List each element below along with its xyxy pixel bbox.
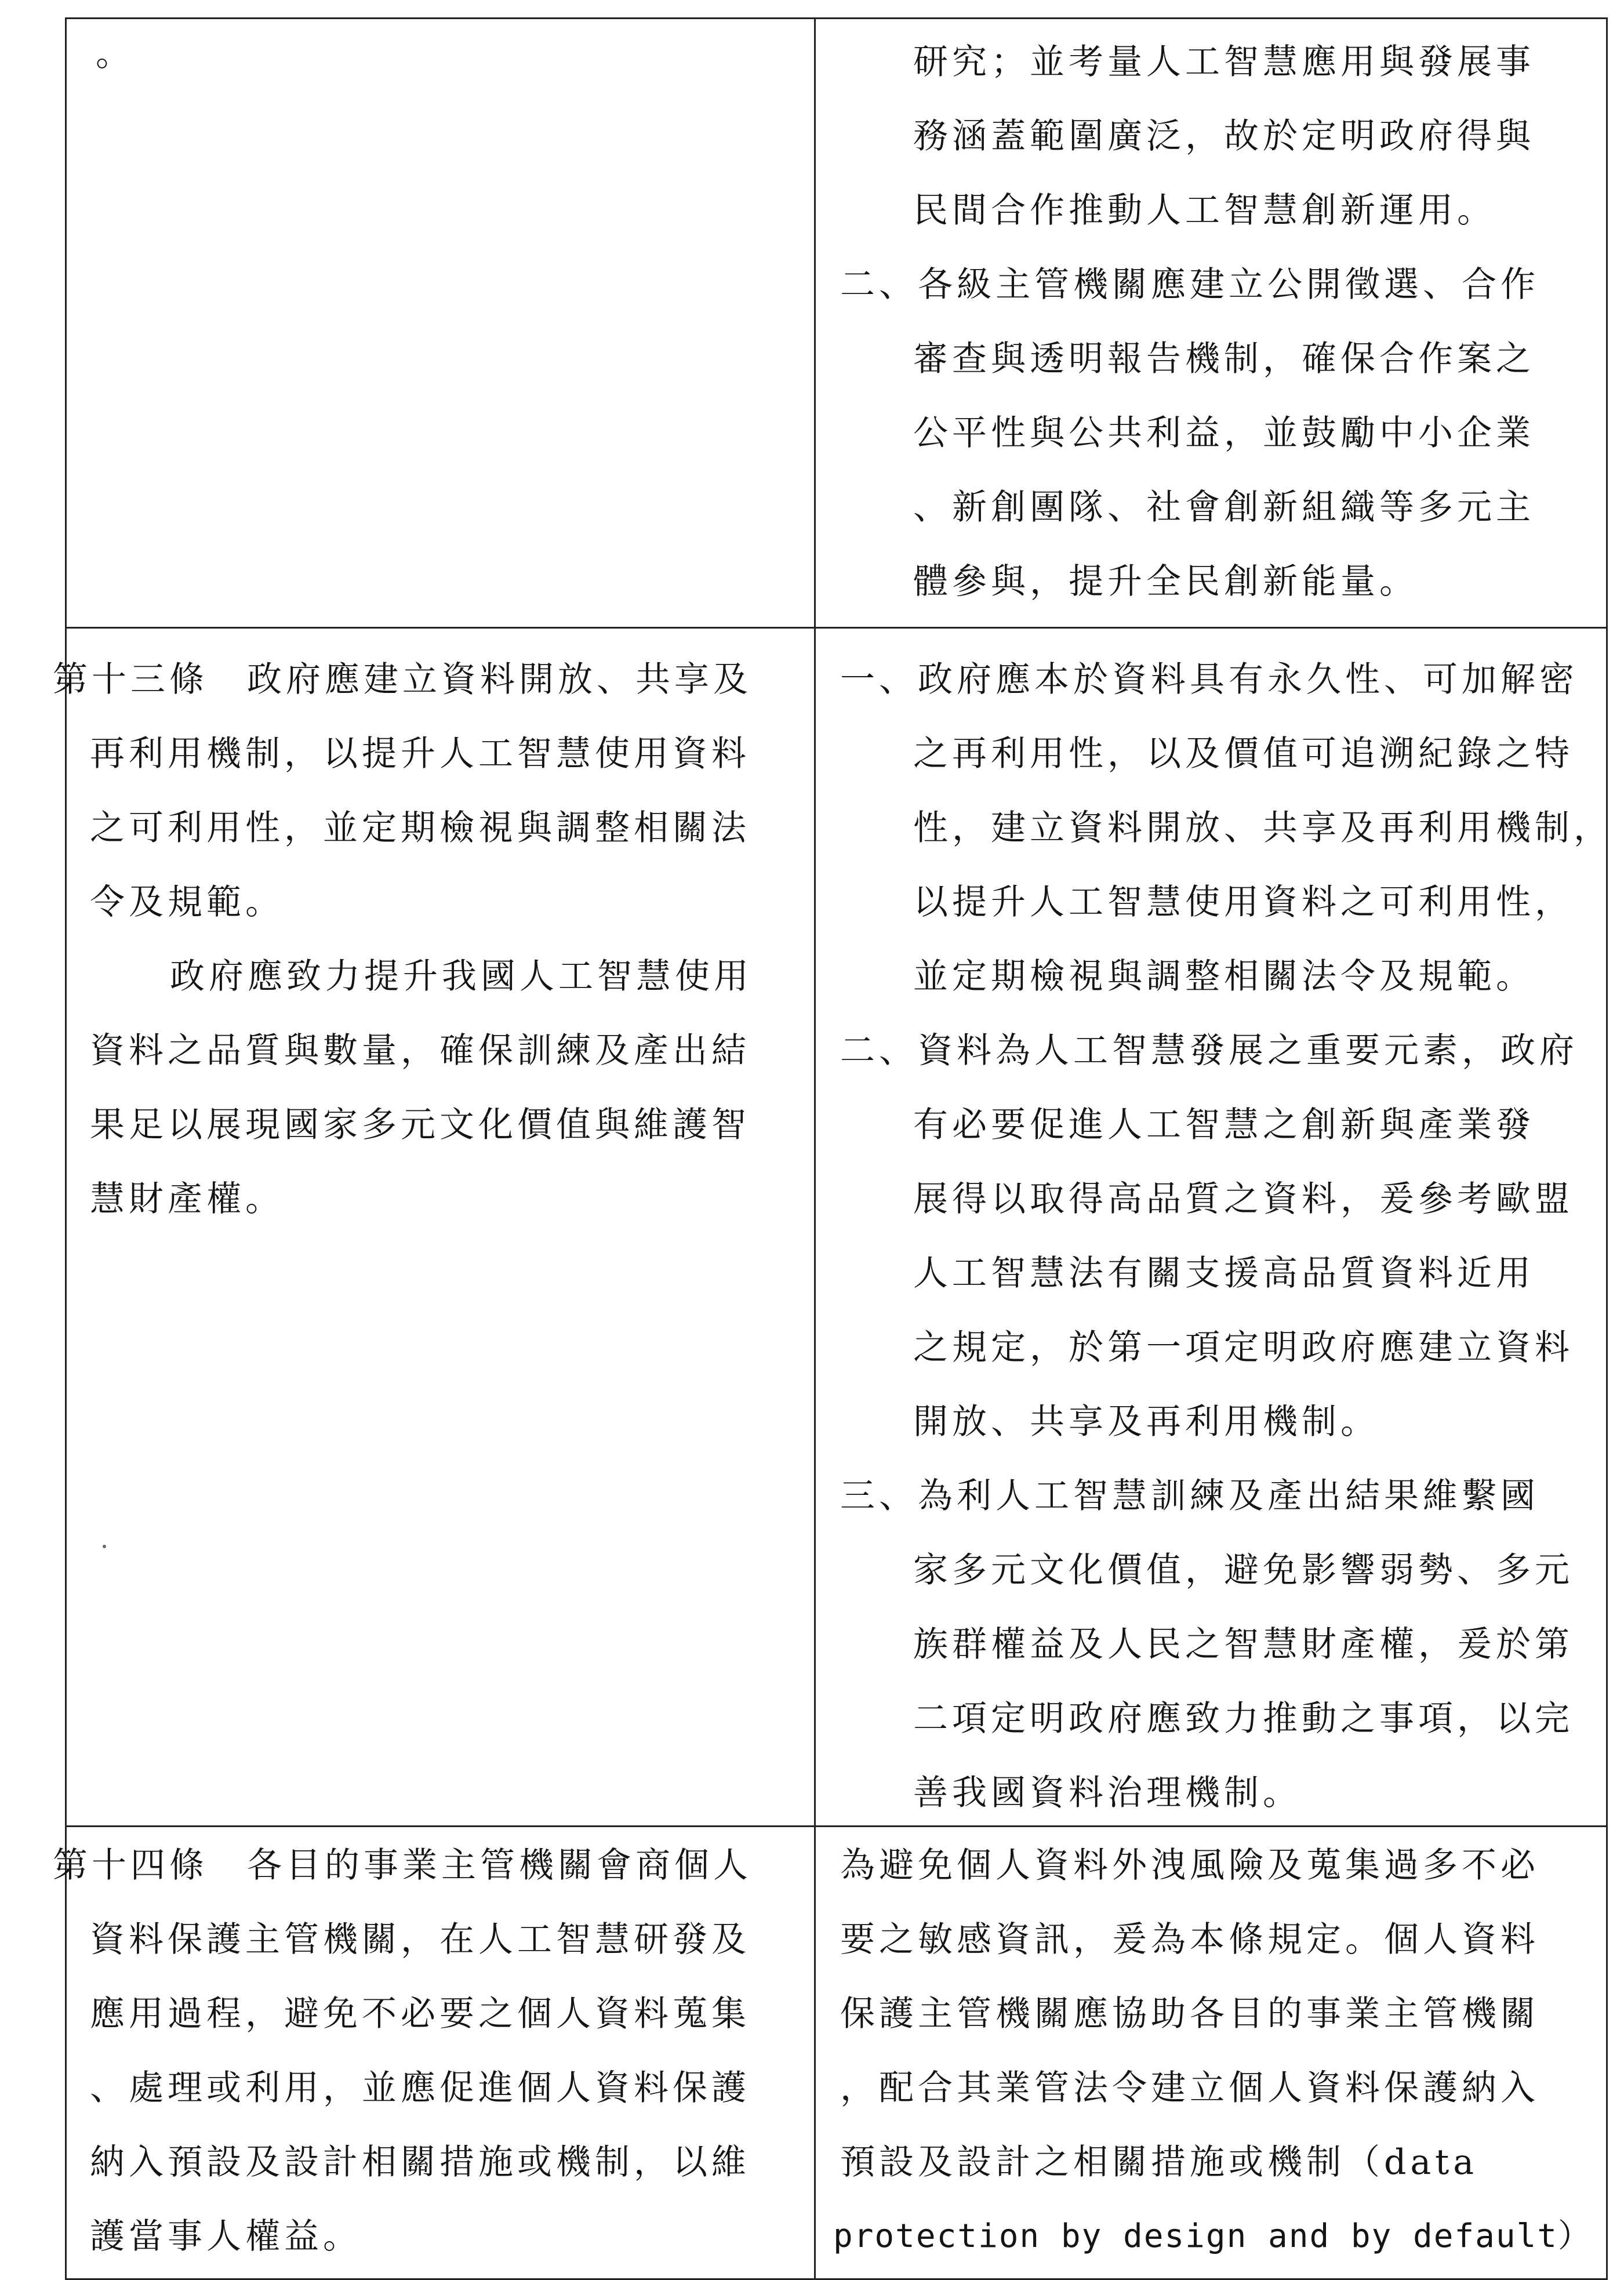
text-line: 應用過程，避免不必要之個人資料蒐集 [90, 1994, 750, 2034]
explanation-cell [815, 628, 1612, 1827]
article-text-cell [53, 628, 815, 1827]
text-line: 慧財產權。 [90, 1179, 284, 1219]
text-line: 、新創團隊、社會創新組織等多元主 [913, 487, 1535, 528]
text-line: 有必要促進人工智慧之創新與產業發 [913, 1105, 1535, 1145]
text-line: 務涵蓋範圍廣泛，故於定明政府得與 [913, 116, 1535, 157]
text-line: 之可利用性，並定期檢視與調整相關法 [90, 808, 750, 848]
text-line: 性，建立資料開放、共享及再利用機制， [913, 808, 1612, 848]
text-line: 二項定明政府應致力推動之事項，以完 [913, 1698, 1574, 1739]
article-heading-line: 第十四條 各目的事業主管機關會商個人 [53, 1845, 752, 1886]
text-line: 族群權益及人民之智慧財產權，爰於第 [913, 1624, 1574, 1665]
text-line: 三、為利人工智慧訓練及產出結果維繫國 [840, 1476, 1539, 1516]
table-row [66, 1827, 1607, 2279]
text-line: 預設及設計之相關措施或機制（data [840, 2142, 1478, 2183]
text-line: 、處理或利用，並應促進個人資料保護 [90, 2068, 750, 2108]
scan-speck [103, 1545, 106, 1548]
text-line: 。 [96, 34, 135, 74]
text-line: 並定期檢視與調整相關法令及規範。 [913, 956, 1535, 997]
text-line: 二、資料為人工智慧發展之重要元素，政府 [840, 1030, 1578, 1071]
text-line: 護當事人權益。 [90, 2216, 362, 2257]
explanation-cell [815, 1827, 1607, 2279]
table-row [66, 19, 1607, 628]
text-line: 資料之品質與數量，確保訓練及產出結 [90, 1030, 750, 1071]
text-line: 審查與透明報告機制，確保合作案之 [913, 339, 1535, 379]
text-line: 果足以展現國家多元文化價值與維護智 [90, 1105, 750, 1145]
text-line: 一、政府應本於資料具有永久性、可加解密 [840, 659, 1578, 700]
text-line: 保護主管機關應協助各目的事業主管機關 [840, 1994, 1539, 2034]
text-line: 之再利用性，以及價值可追溯紀錄之特 [913, 734, 1574, 774]
explanation-cell [815, 19, 1607, 628]
article-text-cell [53, 1827, 815, 2279]
text-line: 二、各級主管機關應建立公開徵選、合作 [840, 264, 1539, 305]
table-row [66, 628, 1607, 1827]
text-line: 民間合作推動人工智慧創新運用。 [913, 190, 1496, 231]
text-line: 再利用機制，以提升人工智慧使用資料 [90, 734, 750, 774]
text-line: 善我國資料治理機制。 [913, 1773, 1302, 1813]
text-line: 開放、共享及再利用機制。 [913, 1402, 1379, 1442]
text-line: protection by design and by default） [833, 2217, 1592, 2255]
text-line: 之規定，於第一項定明政府應建立資料 [913, 1327, 1574, 1368]
text-line: 公平性與公共利益，並鼓勵中小企業 [913, 413, 1535, 453]
text-line: 資料保護主管機關，在人工智慧研發及 [90, 1919, 750, 1960]
comparison-table [53, 17, 1612, 2280]
text-line: 家多元文化價值，避免影響弱勢、多元 [913, 1550, 1574, 1591]
text-line: 令及規範。 [90, 882, 284, 923]
text-line: 體參與，提升全民創新能量。 [913, 561, 1418, 602]
text-line: 要之敏感資訊，爰為本條規定。個人資料 [840, 1919, 1539, 1960]
text-line: 展得以取得高品質之資料，爰參考歐盟 [913, 1179, 1574, 1219]
text-line: 人工智慧法有關支援高品質資料近用 [913, 1253, 1535, 1294]
text-line: 納入預設及設計相關措施或機制，以維 [90, 2142, 750, 2183]
text-line: ，配合其業管法令建立個人資料保護納入 [840, 2068, 1539, 2108]
text-line: 以提升人工智慧使用資料之可利用性， [913, 882, 1574, 923]
text-line: 政府應致力提升我國人工智慧使用 [170, 956, 753, 997]
text-line: 研究；並考量人工智慧應用與發展事 [913, 42, 1535, 82]
article-text-cell [66, 19, 815, 628]
text-line: 為避免個人資料外洩風險及蒐集過多不必 [840, 1845, 1539, 1886]
article-heading-line: 第十三條 政府應建立資料開放、共享及 [53, 659, 752, 700]
